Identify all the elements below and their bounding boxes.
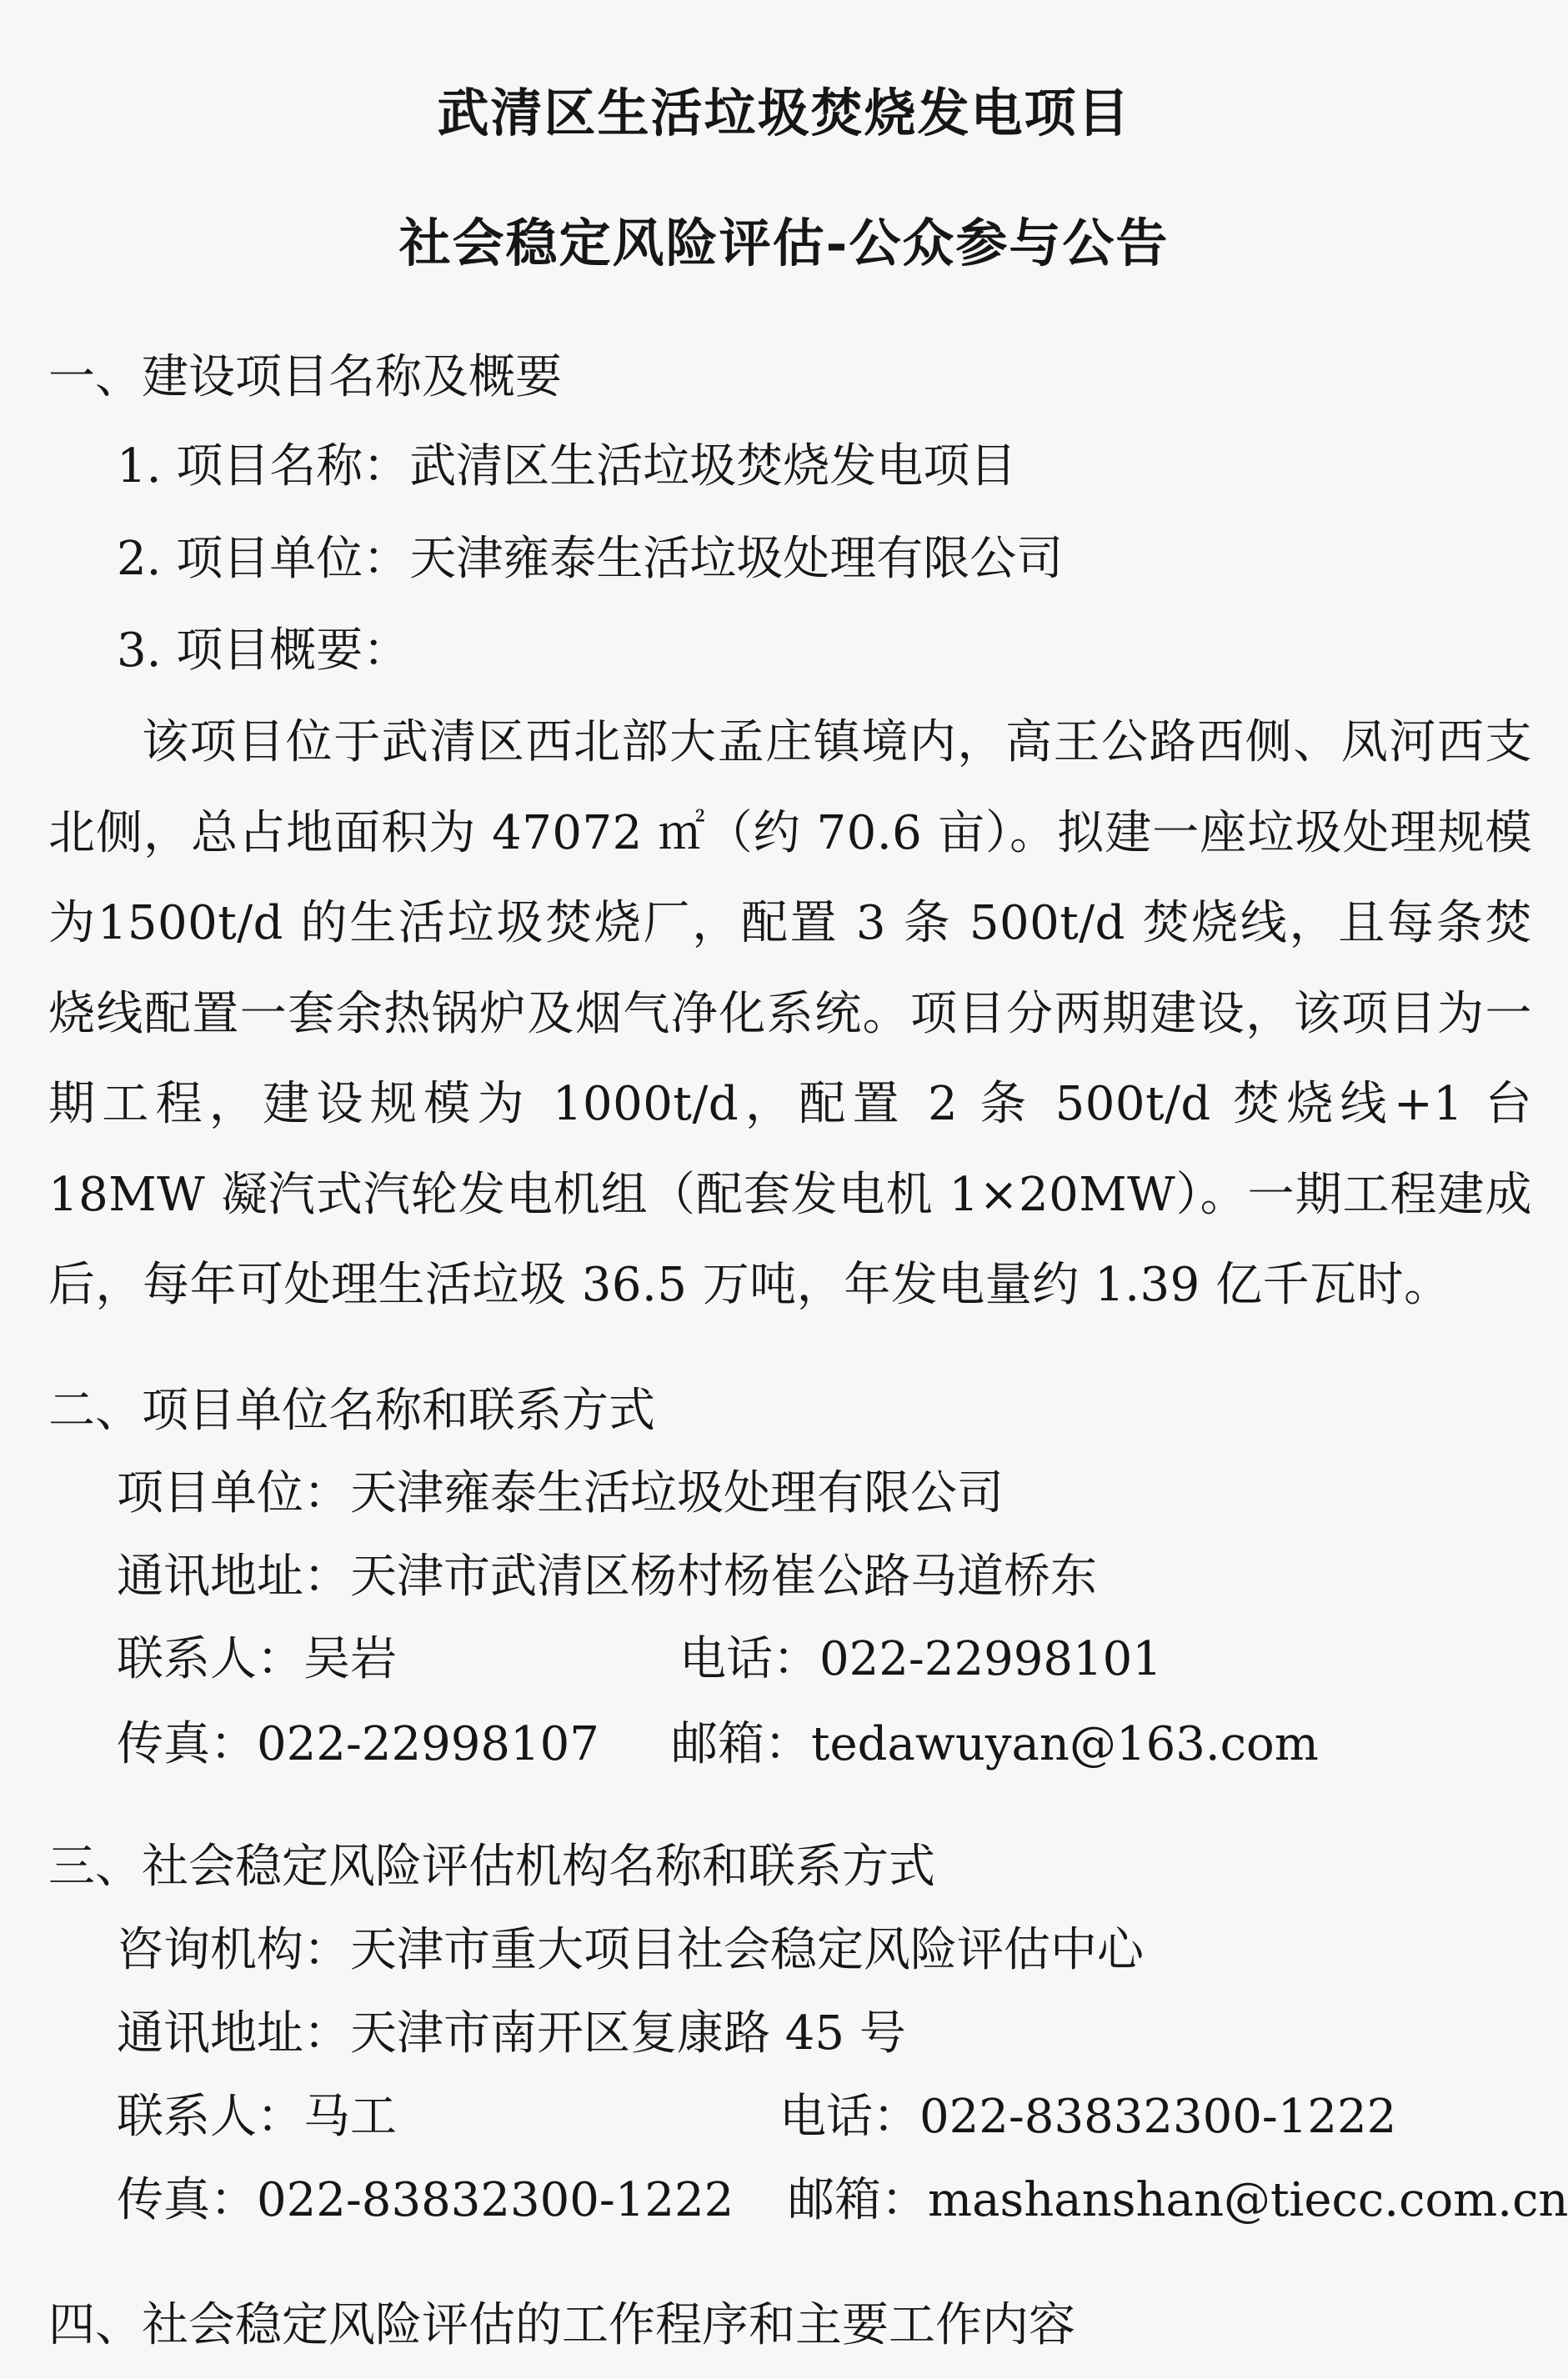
section-heading-2: 二、项目单位名称和联系方式 — [48, 1384, 655, 1438]
agency-email: 邮箱：mashanshan@tiecc.com.cn — [788, 2173, 1568, 2227]
project-email: 邮箱：tedawuyan@163.com — [671, 1717, 1319, 1771]
item-project-name: 1. 项目名称：武清区生活垃圾焚烧发电项目 — [117, 439, 1017, 493]
project-phone: 电话：022-22998101 — [679, 1632, 1162, 1686]
section-heading-1: 一、建设项目名称及概要 — [48, 350, 562, 404]
agency-line: 咨询机构：天津市重大项目社会稳定风险评估中心 — [117, 1923, 1144, 1977]
item-project-summary-label: 3. 项目概要： — [117, 624, 410, 678]
project-fax: 传真：022-22998107 — [117, 1717, 599, 1771]
agency-contact-person: 联系人：马工 — [117, 2090, 397, 2144]
agency-address-line: 通讯地址：天津市南开区复康路 45 号 — [117, 2006, 906, 2061]
agency-fax: 传真：022-83832300-1222 — [117, 2173, 734, 2227]
document-subtitle: 社会稳定风险评估-公众参与公告 — [398, 213, 1170, 273]
project-unit-line: 项目单位：天津雍泰生活垃圾处理有限公司 — [117, 1466, 1004, 1520]
agency-phone: 电话：022-83832300-1222 — [779, 2090, 1397, 2144]
project-contact-person: 联系人：吴岩 — [117, 1632, 397, 1686]
section-heading-3: 三、社会稳定风险评估机构名称和联系方式 — [48, 1840, 935, 1894]
project-address-line: 通讯地址：天津市武清区杨村杨崔公路马道桥东 — [117, 1550, 1097, 1604]
section-heading-4: 四、社会稳定风险评估的工作程序和主要工作内容 — [48, 2298, 1075, 2352]
project-summary-paragraph: 该项目位于武清区西北部大孟庄镇境内，高王公路西侧、凤河西支北侧，总占地面积为 47072 ㎡（约 70.6 亩）。拟建一座垃圾处理规模为1500t/d 的生活垃圾焚烧厂，配置 3 条 500t/d 焚烧线，且每条焚烧线配置一套余热锅炉及烟气净化系统。项目分两期建设，该项目为一期工程，建设规模为 1000t/d，配置 2 条 500t/d 焚烧线+1 台 18MW 凝汽式汽轮发电机组（配套发电机 1×20MW）。一期工程建成后，每年可处理生活垃圾 36.5 万吨，年发电量约 1.39 亿千瓦时。 — [48, 715, 1532, 1312]
document-title: 武清区生活垃圾焚烧发电项目 — [437, 83, 1131, 143]
item-project-unit: 2. 项目单位：天津雍泰生活垃圾处理有限公司 — [117, 532, 1064, 586]
